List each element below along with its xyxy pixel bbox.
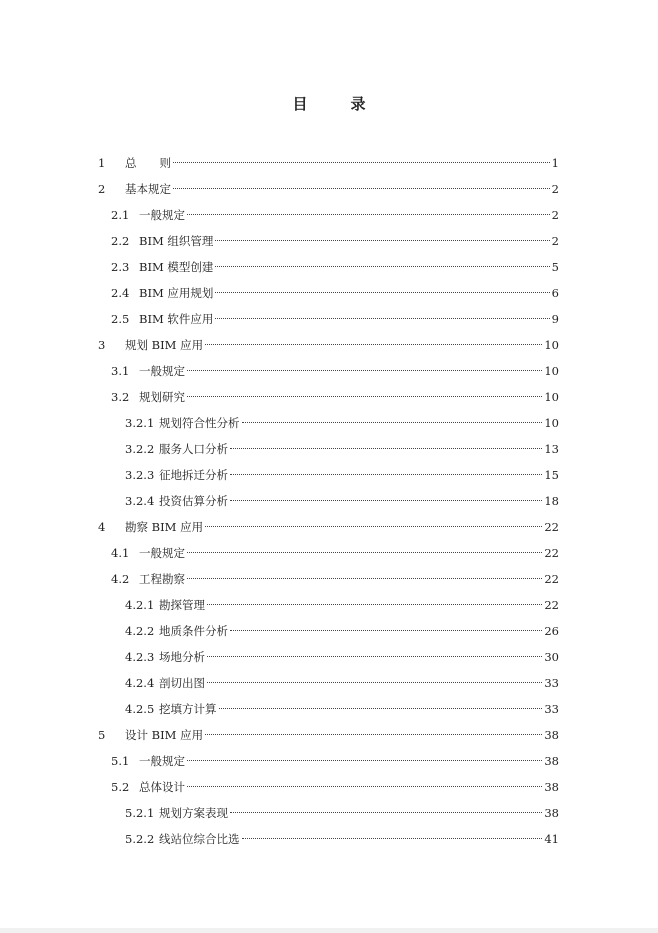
toc-entry-number: 5.2 [111, 780, 130, 794]
toc-entry-title: 一般规定 [139, 546, 185, 560]
dot-leader [207, 682, 542, 683]
toc-entry-title: 一般规定 [139, 754, 185, 768]
toc-entry-title: 投资估算分析 [159, 494, 228, 508]
toc-entry[interactable] [98, 436, 559, 462]
toc-entry-number: 4.2.3 [125, 650, 155, 664]
toc-entry-title: BIM 软件应用 [139, 312, 214, 326]
toc-entry-title: 勘探管理 [159, 598, 205, 612]
toc-entry-number: 3.1 [111, 364, 130, 378]
toc-entry-number: 3.2.4 [125, 494, 155, 508]
toc-entry[interactable] [98, 696, 559, 722]
toc-entry-number: 3.2 [111, 390, 130, 404]
dot-leader [187, 214, 550, 215]
toc-entry-page-number: 2 [551, 234, 559, 248]
toc-entry-title: 服务人口分析 [159, 442, 228, 456]
dot-leader [187, 552, 542, 553]
toc-entry-page-number: 2 [551, 208, 559, 222]
toc-entry-number: 2.2 [111, 234, 130, 248]
dot-leader [173, 188, 550, 189]
toc-entry-title: 一般规定 [139, 364, 185, 378]
toc-entry-page-number: 5 [551, 260, 559, 274]
toc-entry-page-number: 38 [544, 780, 559, 794]
toc-entry-number: 3.2.3 [125, 468, 155, 482]
dot-leader [205, 526, 542, 527]
dot-leader [230, 500, 542, 501]
toc-entry-title: 勘察 BIM 应用 [125, 520, 204, 534]
toc-entry-number: 3 [98, 338, 106, 352]
toc-entry-title: 工程勘察 [139, 572, 185, 586]
toc-entry[interactable] [98, 384, 559, 410]
toc-entry[interactable] [98, 592, 559, 618]
toc-entry[interactable] [98, 410, 559, 436]
toc-entry-number: 2.4 [111, 286, 130, 300]
toc-entry-number: 5.2.1 [125, 806, 155, 820]
toc-entry-number: 4.2.1 [125, 598, 155, 612]
toc-entry-title: 线站位综合比选 [159, 832, 240, 846]
dot-leader [219, 708, 543, 709]
toc-entry[interactable] [98, 540, 559, 566]
toc-entry[interactable] [98, 254, 559, 280]
toc-entry-number: 4.2.2 [125, 624, 155, 638]
dot-leader [207, 656, 542, 657]
dot-leader [173, 162, 550, 163]
toc-entry[interactable] [98, 566, 559, 592]
toc-entry-page-number: 38 [544, 806, 559, 820]
dot-leader [242, 838, 543, 839]
toc-entry-title: 一般规定 [139, 208, 185, 222]
toc-entry-number: 2.5 [111, 312, 130, 326]
toc-entry-number: 4.2.4 [125, 676, 155, 690]
toc-entry-number: 2.1 [111, 208, 130, 222]
toc-entry-page-number: 10 [544, 364, 559, 378]
toc-entry[interactable] [98, 748, 559, 774]
toc-entry[interactable] [98, 670, 559, 696]
toc-entry-page-number: 2 [551, 182, 559, 196]
toc-entry-page-number: 33 [544, 676, 559, 690]
toc-entry-page-number: 38 [544, 754, 559, 768]
toc-entry-title: 挖填方计算 [159, 702, 217, 716]
table-of-contents [98, 150, 559, 852]
toc-entry-page-number: 10 [544, 390, 559, 404]
toc-entry[interactable] [98, 358, 559, 384]
dot-leader [205, 734, 542, 735]
toc-entry[interactable] [98, 800, 559, 826]
toc-entry-number: 2.3 [111, 260, 130, 274]
toc-entry-title: 规划研究 [139, 390, 185, 404]
toc-entry-number: 4.1 [111, 546, 130, 560]
toc-entry-page-number: 33 [544, 702, 559, 716]
toc-entry-title: 地质条件分析 [159, 624, 228, 638]
page-title: 目 录 [292, 95, 380, 113]
toc-entry-title: 征地拆迁分析 [159, 468, 228, 482]
dot-leader [215, 240, 549, 241]
toc-entry-page-number: 15 [544, 468, 559, 482]
toc-entry-page-number: 1 [551, 156, 559, 170]
toc-entry-title: 剖切出图 [159, 676, 205, 690]
dot-leader [215, 266, 549, 267]
toc-entry[interactable] [98, 202, 559, 228]
toc-entry-title: BIM 应用规划 [139, 286, 214, 300]
dot-leader [242, 422, 543, 423]
toc-entry-title: 基本规定 [125, 182, 171, 196]
toc-entry-number: 4.2 [111, 572, 130, 586]
dot-leader [230, 474, 542, 475]
toc-entry-number: 5 [98, 728, 106, 742]
dot-leader [230, 812, 542, 813]
toc-entry-page-number: 9 [551, 312, 559, 326]
toc-entry-page-number: 26 [544, 624, 559, 638]
dot-leader [207, 604, 542, 605]
toc-entry-page-number: 13 [544, 442, 559, 456]
toc-entry-number: 4 [98, 520, 106, 534]
toc-entry-number: 2 [98, 182, 106, 196]
toc-entry-page-number: 22 [544, 546, 559, 560]
toc-entry[interactable] [98, 280, 559, 306]
toc-entry-page-number: 10 [544, 416, 559, 430]
dot-leader [215, 292, 549, 293]
toc-entry-number: 5.1 [111, 754, 130, 768]
toc-entry-title: 规划 BIM 应用 [125, 338, 204, 352]
toc-entry-page-number: 38 [544, 728, 559, 742]
toc-entry-page-number: 22 [544, 598, 559, 612]
dot-leader [230, 630, 542, 631]
dot-leader [230, 448, 542, 449]
toc-entry-page-number: 10 [544, 338, 559, 352]
toc-entry-title: 场地分析 [159, 650, 205, 664]
toc-entry[interactable] [98, 332, 559, 358]
toc-entry-page-number: 30 [544, 650, 559, 664]
dot-leader [187, 578, 542, 579]
toc-entry-number: 4.2.5 [125, 702, 155, 716]
dot-leader [215, 318, 549, 319]
toc-entry-page-number: 22 [544, 520, 559, 534]
toc-entry-page-number: 18 [544, 494, 559, 508]
toc-entry[interactable] [98, 644, 559, 670]
toc-entry-page-number: 41 [544, 832, 559, 846]
toc-entry[interactable] [98, 774, 559, 800]
toc-entry-number: 3.2.2 [125, 442, 155, 456]
toc-entry[interactable] [98, 618, 559, 644]
toc-entry-page-number: 22 [544, 572, 559, 586]
toc-entry-number: 5.2.2 [125, 832, 155, 846]
dot-leader [187, 396, 542, 397]
toc-entry-title: 总 则 [125, 156, 171, 170]
toc-entry[interactable] [98, 826, 559, 852]
toc-entry[interactable] [98, 176, 559, 202]
toc-entry[interactable] [98, 514, 559, 540]
toc-entry[interactable] [98, 306, 559, 332]
toc-entry[interactable] [98, 228, 559, 254]
toc-entry-title: 规划符合性分析 [159, 416, 240, 430]
toc-entry-title: BIM 组织管理 [139, 234, 214, 248]
dot-leader [187, 760, 542, 761]
toc-entry[interactable] [98, 488, 559, 514]
page-bottom-edge [0, 928, 658, 933]
toc-entry-number: 3.2.1 [125, 416, 155, 430]
dot-leader [205, 344, 542, 345]
toc-entry-title: BIM 模型创建 [139, 260, 214, 274]
toc-entry-title: 总体设计 [139, 780, 185, 794]
dot-leader [187, 786, 542, 787]
toc-entry-title: 设计 BIM 应用 [125, 728, 204, 742]
toc-entry[interactable] [98, 722, 559, 748]
toc-entry[interactable] [98, 150, 559, 176]
dot-leader [187, 370, 542, 371]
toc-entry-number: 1 [98, 156, 106, 170]
toc-entry-page-number: 6 [551, 286, 559, 300]
toc-entry[interactable] [98, 462, 559, 488]
toc-entry-title: 规划方案表现 [159, 806, 228, 820]
